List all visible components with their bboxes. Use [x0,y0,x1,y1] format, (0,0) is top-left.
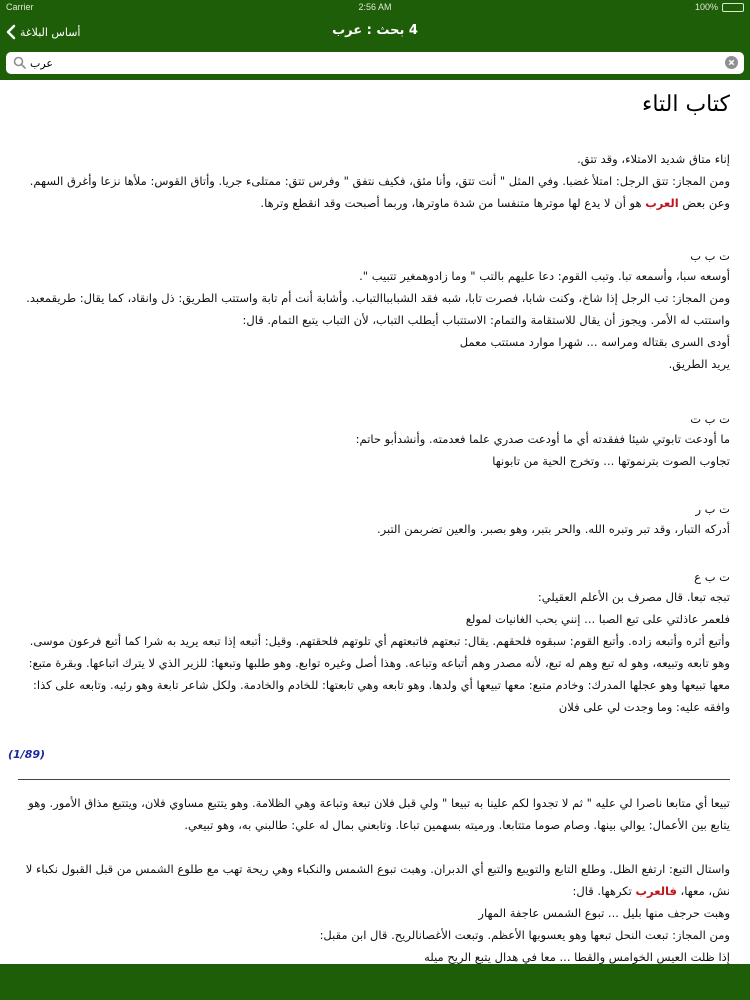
root-heading: ت ب ع [694,570,730,584]
text-paragraph: وأتبع أثره وأتبعه زاده. وأتبع القوم: سبقوه فلحقهم. يقال: تبعتهم فاتبعتهم أي تلوتهم فلحقتهم. وقيل: أتبعه إذا تبعه يريد به شرا كما أتبع فرعون موسى. وهو تابعه وتبيعه، وهو له تبع وهم له تبع، لأنه مصدر وهم أتباعه وتباعه. وهذا أصل وغيره توابع. وهو طلبها وتبعها: للزير الذي لا يترك اتباعها. وبقرة متبع: معها تبيعها وهو عجلها المدرك: وخادم متبع: معها تبيعها أي ولدها. وهو تابعه وهي تابعتها: للخادم والخادمة. ولكل شاعر تابعة وهو رئيه. وتابعه على كذا: وافقه عليه: وما وجدت لي على فلان [28,634,730,714]
navigation-bar [0,16,750,48]
battery-percent: 100% [694,2,718,12]
page-reference: (1/89) [8,748,46,761]
page-divider [18,779,730,780]
root-heading: ت ب ر [695,502,730,516]
verse: إذا ظلت العيس الخوامس والقطا ... معا في هدال يتبع الريح ميله [424,950,730,964]
root-heading: ت ب ت [690,412,730,426]
carrier-label: Carrier [6,2,34,12]
book-content[interactable] [0,82,750,964]
text-paragraph: ومن المجاز: تب الرجل إذا شاخ، وكنت شابا، فصرت تابا، شبه فقد الشبابباالتباب. وأشابة أنت أم تابة واستتب الطريق: ذل وانقاد، كما يقال: طريقمعبد. واستتب له الأمر. ويجوز أن يقال للاستقامة والتمام: الاستتباب أيطلب التباب، لأن التباب يتبع التمام. قال: [26,291,730,327]
verse: تجاوب الصوت بترنموتها ... وتخرج الحية من تابونها [492,454,730,468]
clock: 2:56 AM [358,2,392,12]
bottom-toolbar [0,964,750,1000]
search-box[interactable] [6,52,744,74]
battery-indicator [695,2,744,12]
text-paragraph: ومن المجاز: تتق الرجل: امتلأ غضبا. وفي المثل " أنت تتق، وأنا مئق، فكيف نتفق " وفرس تتق: ممتلىء جريا. وأتاق القوس: ملأها نزعا وأغرق السهم. وعن بعض العرب هو أن لا يدع لها موترها متنفسا من شدة ماوترها، وربما أصبحت وقد انقطع وترها. [29,174,730,210]
text-paragraph: ما أودعت تابوتي شيئا ففقدته أي ما أودعت صدري علما فعدمته. وأنشدأبو حاتم: [355,432,730,446]
text-paragraph: تبجه تبعا. قال مصرف بن الأعلم العقيلي: [537,590,730,604]
text-paragraph: أدركه التبار، وقد تبر وتبره الله. والحر بتبر، وهو بصبر. والعين تضربمن التبر. [376,522,730,536]
root-heading: ت ب ب [690,249,730,263]
text-paragraph: إناء متاق شديد الامتلاء، وقد تتق. [577,152,730,166]
search-input[interactable] [30,52,710,74]
text-paragraph: يريد الطريق. [668,357,730,371]
verse: وهبت حرجف منها بليل ... تبوع الشمس عاجفة المهار [478,906,730,920]
search-highlight: فالعرب [635,884,677,898]
verse: أودى السرى بقتاله ومراسه ... شهرا موارد مستتب معمل [459,335,730,349]
text-paragraph: أوسعه سبا، وأسمعه تبا. وتبب القوم: دعا عليهم بالتب " وما زادوهمغير تتبيب ". [359,269,730,283]
text-paragraph: تبيعا أي متابعا ناصرا لي عليه " ثم لا تجدوا لكم علينا به تبيعا " ولي قبل فلان تبعة وتباعة وهي الظلامة. وهو يتتبع مساوي فلان، ويتتبع مذاق الأمور. وهو يتابع بين الأعمال: يوالي بينها. وصام صوما متتابعا. ورميته بسهمين تباعا. وتابعني بمال له علي: طالبني به، وهو تبيعي. [28,796,730,832]
book-title: كتاب التاء [641,92,730,117]
clear-icon[interactable] [725,56,738,69]
search-highlight: العرب [645,196,679,210]
page-title: 4 بحث : عرب [332,23,418,38]
search-icon [13,56,26,69]
text-paragraph: واستال التبع: ارتفع الظل. وطلع التابع والتويبع والتبع أي الدبران. وهبت تبوع الشمس والنكباء وهي ريحة تهب مع طلوع الشمس من قبل القبول نكباء لا نش، معها، فالعرب تكرهها. قال: [25,862,730,898]
verse: فلعمر عاذلتي على تبع الصبا ... إنني بحب الغانيات لمولع [465,612,730,626]
text-paragraph: ومن المجاز: تبعت النحل تبعها وهو يعسوبها الأعظم. وتبعت الأغصانالريح. قال ابن مقبل: [319,928,730,942]
search-bar [0,48,750,80]
status-bar [0,0,750,16]
back-button-label: أساس البلاغة [20,25,81,39]
battery-icon [722,3,744,12]
